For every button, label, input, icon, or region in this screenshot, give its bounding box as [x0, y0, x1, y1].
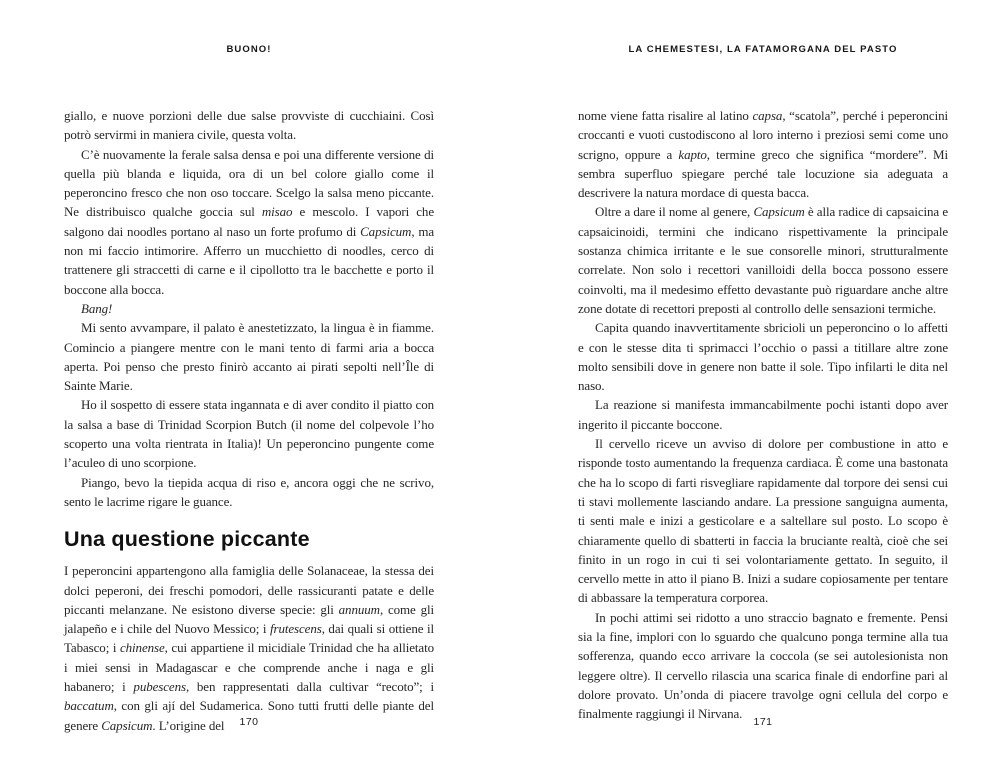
paragraph — [64, 299, 434, 318]
section-heading: Una questione piccante — [64, 527, 310, 552]
text-run: Il cervello riceve un avviso di dolore per combustione in atto e risponde tosto aumentando la frequenza cardiaca. È come una bastonata che ha lo scopo di farti risvegliare rapidamente dal torpore dei sensi cui ti stavi mollemente lasciando andare. La pressione sanguigna aumenta, ti senti male e inizi a gesticolare e a saltellare sul posto. Lo scopo è chiaramente quello di sbatterti in faccia la bruciante realtà, cioè che sei finito in un rogo in cui ti sei volontariamente gettato. In seguito, il cervello mette in atto il piano B. Inizi a sudare copiosamente per tentare di abbassare la temperatura corporea. — [578, 436, 948, 606]
text-run: nome viene fatta risalire al latino — [578, 108, 753, 123]
italic-text-run: kapto — [678, 146, 707, 162]
left-paragraphs-after-heading — [64, 561, 434, 735]
text-run: , come gli jalapeño e i chile del Nuovo Messico; i — [64, 601, 434, 637]
text-run: Capita quando inavvertitamente sbricioli un peperoncino o lo affetti e con le stesse dita ti sprimacci l’occhio o passi a titillare altre zone molto sensibili dove in genere non batte il sole. Tipo infilarti le dita nel naso. — [578, 320, 948, 394]
running-header-left: BUONO! — [226, 44, 272, 55]
paragraph — [578, 318, 948, 395]
paragraph — [578, 434, 948, 608]
text-run: In pochi attimi sei ridotto a uno straccio bagnato e fremente. Pensi sia la fine, implori con lo sguardo che qualcuno ponga termine alla tua sofferenza, quando ecco arrivare la coccola (se sei autolesionista non leggere oltre). Il cervello rilascia una scarica finale di endorfine pari al dolore provato. Un’onda di piacere travolge ogni cellula del corpo e finalmente raggiungi il Nirvana. — [578, 609, 948, 722]
right-paragraphs — [578, 106, 948, 724]
paragraph — [578, 202, 948, 318]
italic-text-run: annuum — [338, 601, 380, 617]
paragraph — [64, 106, 434, 145]
italic-text-run: capsa — [752, 108, 783, 123]
text-run: Piango, bevo la tiepida acqua di riso e, ancora oggi che ne scrivo, sento le lacrime rigare le guance. — [64, 474, 434, 509]
italic-text-run: chinense — [119, 640, 165, 656]
text-run: è alla radice di capsaicina e capsaicinoidi, termini che indicano rispettivamente la principale sostanza chimica irritante e le sue consorelle minori, strutturalmente correlate. Non solo i recettori vanilloidi della bocca possono essere coinvolti, ma il medesimo effetto devastante può riguardare anche altre zone dotate di recettori preposti al controllo delle sensazioni termiche. — [578, 204, 948, 316]
text-run: , cui appartiene il micidiale Trinidad che ha allietato i miei sensi in Madagascar e che comprende anche i naga e gli habanero; i — [64, 640, 435, 695]
text-run: I peperoncini appartengono alla famiglia delle Solanaceae, la stessa dei dolci peperoni, dei freschi pomodori, delle rassicuranti patate e delle piccanti melanzane. Ne esistono diverse specie: gli — [64, 563, 434, 617]
text-run: La reazione si manifesta immancabilmente pochi istanti dopo aver ingerito il piccante boccone. — [578, 397, 948, 432]
text-run: , ma non mi faccio intimorire. Afferro un mucchietto di noodles, cerco di trattenere gli straccetti di carne e il cipollotto tra le bacchette e porto il boccone alla bocca. — [64, 223, 435, 297]
italic-text-run: Capsicum — [753, 204, 805, 220]
text-run: Mi sento avvampare, il palato è anestetizzato, la lingua è in fiamme. Comincio a piangere mentre con le mani tento di farmi aria a bocca aperta. Poi penso che presto finirò accanto ai pirati sepolti nell’Île di Sainte Marie. — [64, 320, 434, 394]
italic-text-run: frutescens — [269, 621, 322, 637]
text-run: , termine greco che significa “mordere”. Mi sembra superfluo spiegare perché tale locuzione sia adeguata a descrivere la natura mordace di questa bacca. — [578, 146, 948, 201]
text-run: . L’origine del — [152, 717, 225, 733]
text-run: , ben rappresentati dalla cultivar “recoto”; i — [185, 679, 434, 695]
italic-text-run: Capsicum — [101, 717, 153, 733]
italic-text-run: Capsicum — [360, 223, 412, 239]
page-left-text — [64, 106, 434, 735]
paragraph — [64, 318, 434, 395]
paragraph — [64, 561, 434, 735]
italic-text-run: misao — [261, 204, 293, 220]
text-run: , “scatola”, perché i peperoncini croccanti e vuoti custodiscono al loro interno i preziosi semi come uno scrigno, oppure a — [578, 108, 948, 162]
italic-text-run: pubescens — [133, 679, 186, 695]
italic-text-run: baccatum — [64, 698, 114, 714]
paragraph — [64, 395, 434, 472]
text-run: , dai quali si ottiene il Tabasco; i — [64, 621, 434, 656]
text-run: , con gli ají del Sudamerica. Sono tutti frutti delle piante del genere — [64, 698, 434, 733]
text-run: C’è nuovamente la ferale salsa densa e poi una differente versione di quella più blanda e liquida, ora di un bel colore giallo come il peperoncino fresco che non oso toccare. Scelgo la salsa meno piccante. Ne distribuisco qualche goccia sul — [64, 146, 434, 220]
text-run: giallo, e nuove porzioni delle due salse provviste di cucchiaini. Così potrò servirmi in maniera civile, questa volta. — [64, 108, 434, 143]
paragraph — [578, 395, 948, 434]
left-paragraphs-before-heading — [64, 106, 434, 511]
page-number-right: 171 — [753, 716, 773, 728]
paragraph — [578, 608, 948, 724]
page-right-text — [578, 106, 948, 724]
paragraph — [64, 145, 434, 299]
paragraph — [578, 106, 948, 202]
text-run: Ho il sospetto di essere stata ingannata e di aver condito il piatto con la salsa a base di Trinidad Scorpion Butch (il nome del colpevole l’ho scoperto una volta rientrata in Italia)! Un peperoncino pungente come l’aculeo di uno scorpione. — [64, 397, 434, 471]
italic-text-run: Bang! — [81, 300, 113, 316]
running-header-right: LA CHEMESTESI, LA FATAMORGANA DEL PASTO — [628, 44, 898, 55]
paragraph — [64, 473, 434, 512]
page-number-left: 170 — [239, 716, 259, 728]
text-run: Oltre a dare il nome al genere, — [595, 204, 754, 220]
text-run: e mescolo. I vapori che salgono dai noodles portano al naso un forte profumo di — [64, 204, 434, 239]
page-right — [500, 0, 1000, 769]
